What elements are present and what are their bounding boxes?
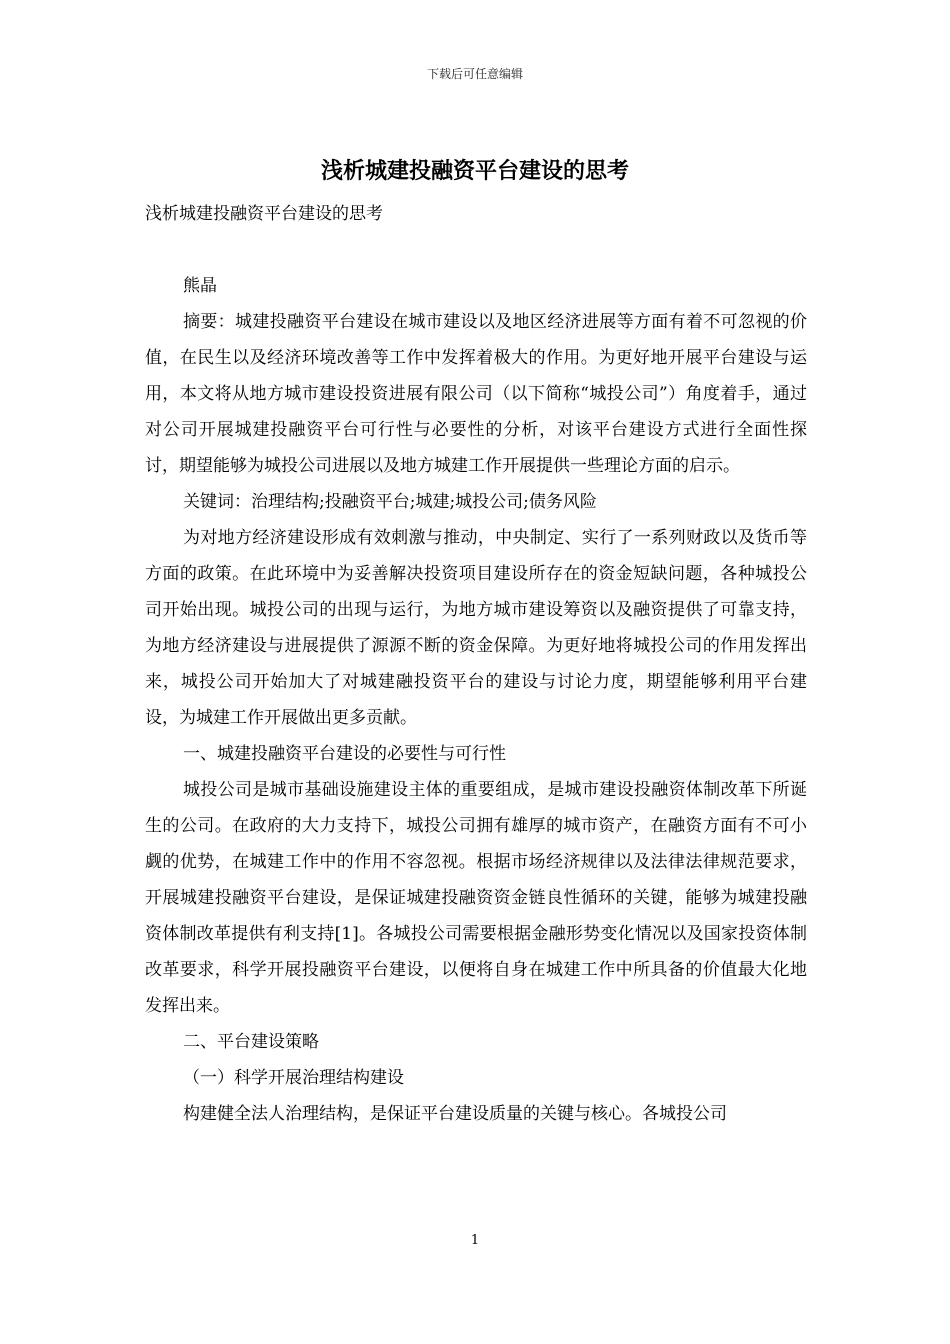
page-header: 下载后可任意编辑 (426, 67, 523, 81)
section-heading-2: 二、平台建设策略 (183, 1032, 319, 1052)
abstract-paragraph: 摘要：城建投融资平台建设在城市建设以及地区经济进展等方面有着不可忽视的价值，在民生以及经济环境改善等工作中发挥着极大的作用。为更好地开展平台建设与运用，本文将从地方城市建设投资进展有限公司（以下简称“城投公司”）角度着手，通过对公司开展城建投融资平台可行性与必要性的分析，对该平台建设方式进行全面性探讨，期望能够为城投公司进展以及地方城建工作开展提供一些理论方面的启示。 (145, 312, 807, 476)
section-1-paragraph: 城投公司是城市基础设施建设主体的重要组成，是城市建设投融资体制改革下所诞生的公司。在政府的大力支持下，城投公司拥有雄厚的城市资产，在融资方面有不可小觑的优势，在城建工作中的作用不容忽视。根据市场经济规律以及法律法律规范要求，开展城建投融资平台建设，是保证城建投融资资金链良性循环的关键，能够为城建投融资体制改革提供有利支持[1]。各城投公司需要根据金融形势变化情况以及国家投资体制改革要求，科学开展投融资平台建设，以便将自身在城建工作中所具备的价值最大化地发挥出来。 (145, 780, 807, 1016)
subsection-1-paragraph: 构建健全法人治理结构，是保证平台建设质量的关键与核心。各城投公司 (183, 1104, 727, 1124)
subtitle-line: 浅析城建投融资平台建设的思考 (145, 204, 383, 224)
author-line: 熊晶 (183, 276, 217, 296)
section-heading-1: 一、城建投融资平台建设的必要性与可行性 (183, 744, 506, 764)
page-number: 1 (470, 1233, 480, 1248)
document-body (145, 196, 807, 1132)
subsection-heading-1: （一）科学开展治理结构建设 (183, 1068, 404, 1088)
intro-paragraph: 为对地方经济建设形成有效刺激与推动，中央制定、实行了一系列财政以及货币等方面的政策。在此环境中为妥善解决投资项目建设所存在的资金短缺问题，各种城投公司开始出现。城投公司的出现与运行，为地方城市建设筹资以及融资提供了可靠支持，为地方经济建设与进展提供了源源不断的资金保障。为更好地将城投公司的作用发挥出来，城投公司开始加大了对城建融投资平台的建设与讨论力度，期望能够利用平台建设，为城建工作开展做出更多贡献。 (145, 528, 807, 728)
document-title: 浅析城建投融资平台建设的思考 (320, 158, 629, 184)
keywords-paragraph: 关键词：治理结构;投融资平台;城建;城投公司;债务风险 (183, 492, 597, 512)
blank-line (145, 232, 807, 268)
